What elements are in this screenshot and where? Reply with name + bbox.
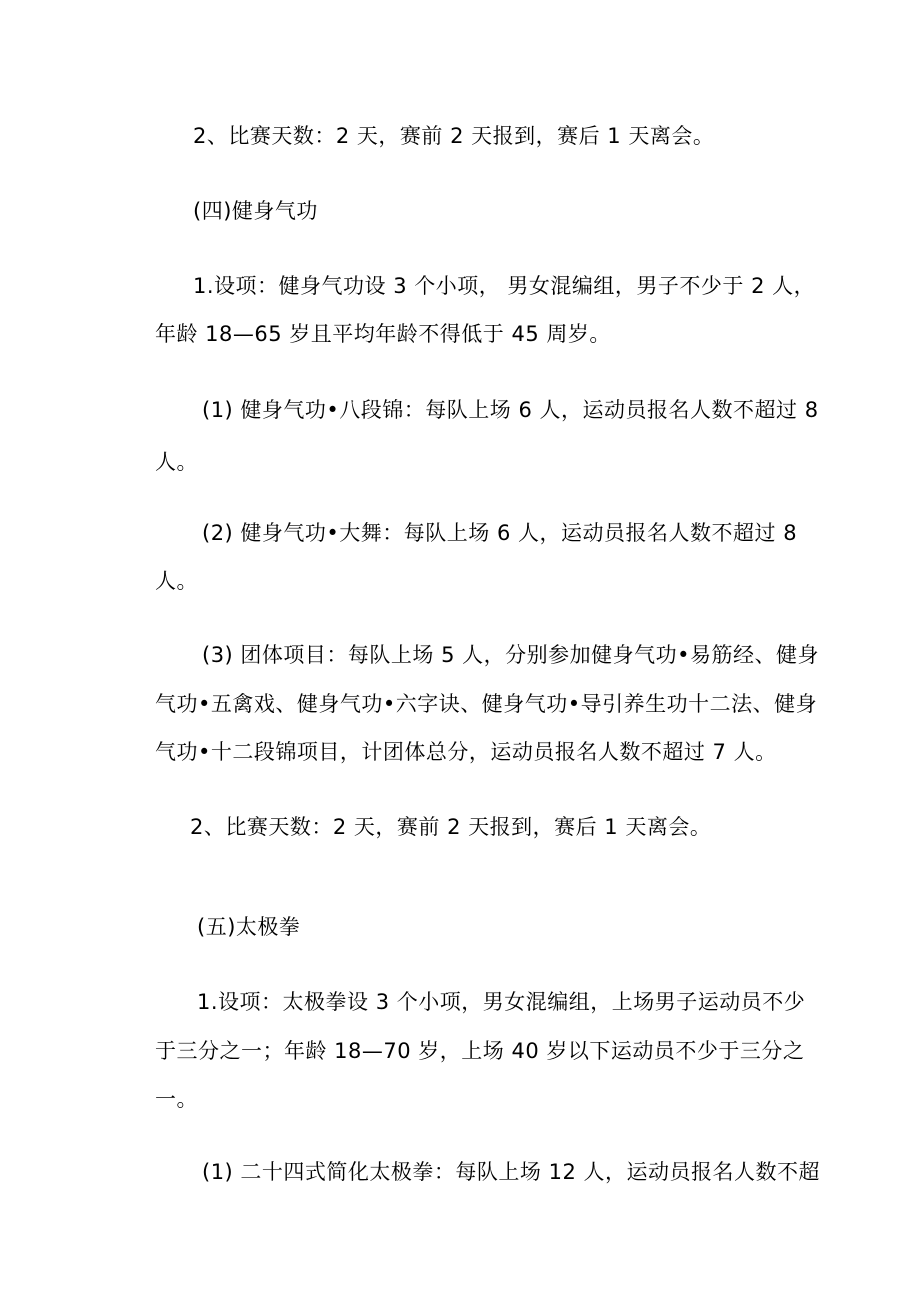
paragraph-9-line-2: 于三分之一；年龄 18—70 岁，上场 40 岁以下运动员不少于三分之 [155,1039,805,1063]
paragraph-6-line-2: 气功•五禽戏、健身气功•六字诀、健身气功•导引养生功十二法、健身 [155,692,818,716]
section-heading-qigong: (四)健身气功 [193,199,318,223]
paragraph-1-line-1: 2、比赛天数：2 天，赛前 2 天报到，赛后 1 天离会。 [193,124,715,148]
paragraph-10-line-1: (1) 二十四式简化太极拳：每队上场 12 人，运动员报名人数不超 [202,1160,820,1184]
section-heading-taiji: (五)太极拳 [197,915,301,939]
paragraph-6-line-1: (3) 团体项目：每队上场 5 人，分别参加健身气功•易筋经、健身 [202,643,820,667]
paragraph-3-line-2: 年龄 18—65 岁且平均年龄不得低于 45 周岁。 [155,322,611,346]
paragraph-6-line-3: 气功•十二段锦项目，计团体总分，运动员报名人数不超过 7 人。 [155,740,777,764]
paragraph-7-line-1: 2、比赛天数：2 天，赛前 2 天报到，赛后 1 天离会。 [190,815,712,839]
paragraph-9-line-3: 一。 [155,1087,198,1111]
paragraph-9-line-1: 1.设项：太极拳设 3 个小项，男女混编组，上场男子运动员不少 [197,990,806,1014]
paragraph-4-line-1: (1) 健身气功•八段锦：每队上场 6 人，运动员报名人数不超过 8 [202,398,819,422]
paragraph-3-line-1: 1.设项：健身气功设 3 个小项， 男女混编组，男子不少于 2 人， [193,274,816,298]
paragraph-5-line-1: (2) 健身气功•大舞：每队上场 6 人，运动员报名人数不超过 8 [202,521,798,545]
paragraph-5-line-2: 人。 [155,569,198,593]
paragraph-4-line-2: 人。 [155,450,198,474]
